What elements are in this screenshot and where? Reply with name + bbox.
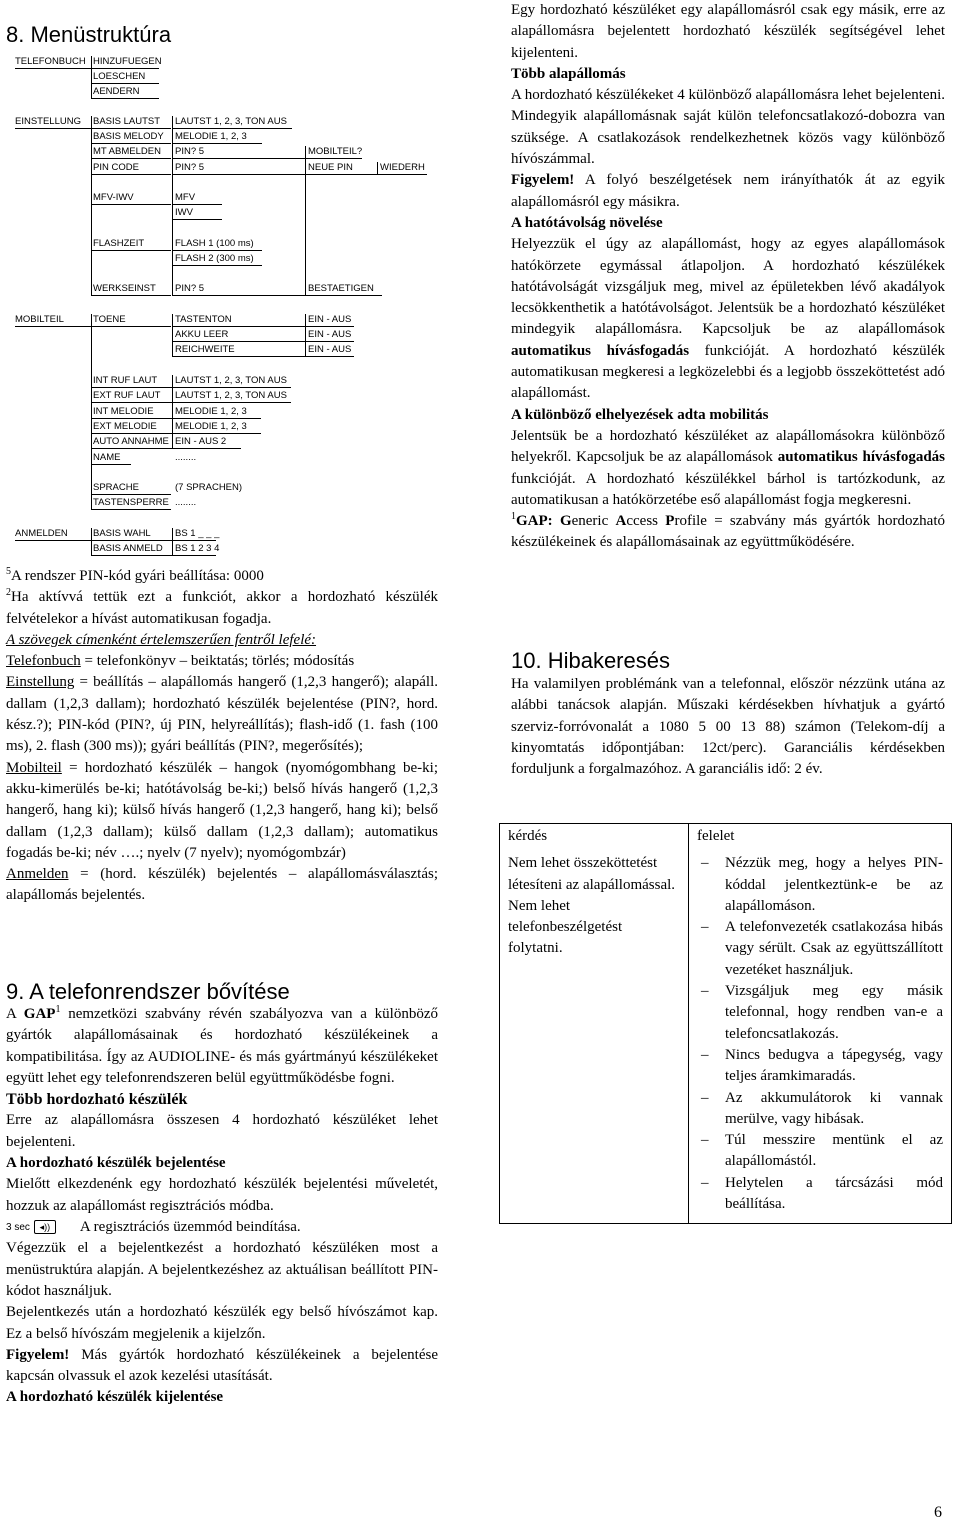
gap-g2: G [559, 513, 572, 530]
menu-melodie-val-2: MELODIE 1, 2, 3 [175, 406, 247, 417]
word-einstellung: Einstellung [6, 674, 75, 691]
right-column [511, 0, 945, 554]
section-10-title: 10. Hibakeresés [511, 648, 670, 673]
menu-aendern: AENDERN [93, 86, 140, 97]
answer-item: – Nincs bedugva a tápegység, vagy teljes áramkimaradás. [697, 1045, 943, 1088]
menu-lautst-val-3: LAUTST 1, 2, 3, TON AUS [175, 390, 287, 401]
menu-ein-aus-2: EIN - AUS [308, 329, 352, 340]
p-kulonb-b: funkcióját. A hordozható készülékkel bárhol is tartózkodunk, az automatikusan a hatókörzetébe eső alapállomást fogja megkeresni. [511, 470, 945, 508]
answer-item: – A telefonvezeték csatlakozása hibás vagy sérült. Csak az együttszállított vezetéket használjuk. [697, 917, 943, 981]
expl-anmelden-text: = (hord. készülék) bejelentés – alapállomásválasztás; alapállomás bejelentés. [6, 866, 438, 904]
menu-flash1: FLASH 1 (100 ms) [175, 238, 254, 249]
menu-ein-aus-1: EIN - AUS [308, 314, 352, 325]
menu-basis-wahl: BASIS WAHL [93, 528, 151, 539]
menu-anmelden: ANMELDEN [15, 528, 68, 539]
menu-toene: TOENE [93, 314, 126, 325]
expl-mobilteil-text: = hordozható készülék – hangok (nyomógombhang be-ki; akku-kimerülés be-ki; hatótávolság be-ki;) belső hívás hangerő (1,2,3 hangerő, hang ki); külső hívás hangerő (1,2,3 hangerő, hang ki); belső dallam (1,2,3 dallam); külső dallam (1,2,3 dallam); automatikus fogadás be-ki; név ….; nyelv (7 nyelv); nyomógombzár) [6, 759, 438, 861]
auto-hivas-1: automatikus hívásfogadás [511, 342, 690, 359]
menu-reichweite: REICHWEITE [175, 344, 235, 355]
menu-iwv: IWV [175, 207, 193, 218]
p-hibakereses: Ha valamilyen problémánk van a telefonnal, először nézzünk utána az alábbi tanácsok alapján. Műszaki kérdésekben hívhatjuk a gyártó szerviz-forróvonalát a 1080 5 00 13 88) számon (Telekom-díj a kinyomtatás időpontjában: 12ct/perc). Garanciális kérdésekben forduljunk a forgalmazóhoz. A garanciális idő: 2 év. [511, 676, 945, 778]
menu-loeschen: LOESCHEN [93, 71, 146, 82]
p-kijelentes: Egy hordozható készüléket egy alapállomásról csak egy másik, erre az alapállomásra bejelentett hordozható készülék segítségével lehet kijelenteni. [511, 2, 945, 61]
registration-text: A regisztrációs üzemmód beindítása. [79, 1219, 301, 1236]
menu-flash2: FLASH 2 (300 ms) [175, 253, 254, 264]
heading-tobb-hordozhato [6, 1089, 438, 1110]
menu-auto-annahme: AUTO ANNAHME [93, 436, 169, 447]
p-hatotav [511, 234, 945, 404]
gap-footnote: $^1$GAP: Generic Access Profile = szabvány más gyártók hordozható készülékeinek és alapállomásainak az együttműködésére. [511, 511, 945, 551]
word-mobilteil: Mobilteil [6, 759, 62, 776]
menu-ein-aus-auto: EIN - AUS 2 [175, 436, 227, 447]
heading-tobb-hordozhato-text: Több hordozható készülék [6, 1091, 188, 1109]
p-bejelentes: Mielőtt elkezdenénk egy hordozható készülék bejelentési műveletét, hozzuk az alapállomást regisztrációs módba. [6, 1176, 438, 1214]
p-hatotav-a: Helyezzük el úgy az alapállomást, hogy az egyes alapállomások hatókörzete egymással átlapoljon. A hordozható készülékek hatótávolságát vizsgáljuk meg, mivel az épületekben lévő akadályok lecsökkenthetik a hatótávolságot. Jelentsük be a hordozható készüléket mindegyik alapállomásra. Kapcsoljuk be az alapállomások [511, 236, 945, 338]
heading-bejelentes-text: A hordozható készülék bejelentése [6, 1155, 226, 1172]
menu-mobilteil: MOBILTEIL [15, 314, 64, 325]
gap-rest: nemzetközi szabvány révén szabályozva van a különböző gyártók alapállomásainak és hordozható készülékeinek a kompatibilitása. Így az AUDIOLINE- és más gyártmányú készülékeket együtt lehet egy telefonrendszeren belül együttműködésbe fogni. [6, 1006, 438, 1086]
expl-einstellung [6, 672, 438, 757]
question-2: Nem lehet telefonbeszélgetést folytatni. [508, 897, 623, 957]
header-felelet: felelet [689, 824, 952, 852]
expl-telefonbuch-text: = telefonkönyv – beiktatás; törlés; módosítás [80, 653, 355, 670]
menu-mobilteil-q: MOBILTEIL? [308, 146, 363, 157]
gap-word: GAP [23, 1006, 56, 1022]
figyelem-label: Figyelem! [6, 1346, 70, 1363]
heading-kijelentes-text: A hordozható készülék kijelentése [6, 1389, 224, 1406]
gap-eneric: eneric [571, 513, 616, 530]
footnote-2-text: Ha aktívvá tettük ezt a funkciót, akkor a hordozható készülék felvételekor a hívást automatikusan fogadja. [6, 589, 438, 627]
gap-ccess: ccess [626, 513, 666, 530]
gap-a-letter: A [615, 513, 627, 530]
menu-pin-q2: PIN? 5 [175, 162, 205, 173]
menu-melodie-val-3: MELODIE 1, 2, 3 [175, 421, 247, 432]
heading-kulonb-text: A különböző elhelyezések adta mobilitás [511, 406, 769, 423]
heading-tobb-alap-text: Több alapállomás [511, 65, 626, 82]
page-number: 6 [934, 1504, 942, 1521]
figyelem-right-label: Figyelem! [511, 172, 575, 189]
p-kulonb [511, 426, 945, 511]
menu-bs1: BS 1 _ _ _ [175, 528, 220, 539]
gap-ap: AP: [527, 513, 560, 530]
table-header-row [500, 824, 952, 852]
menu-int-melodie: INT MELODIE [93, 406, 154, 417]
footnote-2: $^2$Ha aktívvá tettük ezt a funkciót, akkor a hordozható készülék felvételekor a hívást automatikusan fogadja. [6, 587, 438, 627]
auto-hivas-2: automatikus hívásfogadás [777, 449, 945, 466]
answer-item: – Az akkumulátorok ki vannak merülve, vagy hibásak. [697, 1088, 943, 1131]
gap-p: P [665, 513, 675, 530]
section-9-title: 9. A telefonrendszer bővítése [6, 979, 290, 1004]
footnote-5: $^5$A rendszer PIN-kód gyári beállítása: 0000 [6, 566, 264, 584]
menu-telefonbuch: TELEFONBUCH [15, 56, 86, 67]
heading-hatotav [511, 213, 945, 234]
word-anmelden: Anmelden [6, 866, 69, 883]
menu-basis-anmeld: BASIS ANMELD [93, 543, 163, 554]
heading-kijelentes [6, 1387, 438, 1408]
heading-tobb-alap [511, 64, 945, 85]
figyelem-right-text: A folyó beszélgetések nem irányíthatók át az egyik alapállomásról egy másikra. [511, 172, 945, 210]
gap-paragraph: A GAP$^1$ nemzetközi szabvány révén szabályozva van a különböző gyártók alapállomásainak és hordozható készülékeinek a kompatibilitása. Így az AUDIOLINE- és más gyártmányú készülékeket együtt lehet egy telefonrendszeren belül együttműködésbe fogni. [6, 1004, 438, 1086]
explanation-intro: A szövegek címenként értelemszerűen fentről lefelé: [6, 631, 317, 648]
p-tobb-alap: A hordozható készülékeket 4 különböző alapállomásra lehet bejelenteni. Mindegyik alapállomásnak saját külön telefoncsatlakozó-dobozra van szüksége. A csatlakozások rendelkezhetnek közös vagy különböző hívószámmal. [511, 87, 946, 168]
menu-sprachen: (7 SPRACHEN) [175, 482, 243, 493]
speaker-button-icon [6, 1217, 56, 1238]
menu-neue-pin: NEUE PIN [308, 162, 353, 173]
p-kulonb-a: Jelentsük be a hordozható készüléket az alapállomásokra különböző helyekről. Kapcsoljuk be az alapállomások [511, 427, 945, 466]
menu-ein-aus-3: EIN - AUS [308, 344, 352, 355]
answer-list [697, 853, 943, 1215]
menu-ext-ruf-laut: EXT RUF LAUT [93, 390, 161, 401]
p-figyelem [6, 1345, 438, 1388]
menu-tastenton: TASTENTON [175, 314, 232, 325]
menu-tastensperre: TASTENSPERRE [93, 497, 169, 508]
menu-mt-abmelden: MT ABMELDEN [93, 146, 161, 157]
expl-mobilteil [6, 758, 438, 864]
header-kerdes: kérdés [500, 824, 689, 852]
speaker-icon-glyph: ◂)) [34, 1220, 56, 1234]
table-row [500, 851, 952, 1224]
menu-tastensperre-dots: ........ [175, 497, 197, 508]
question-cell [500, 851, 689, 1224]
menu-mfv-iwv: MFV-IWV [93, 192, 134, 203]
menu-ext-melodie: EXT MELODIE [93, 421, 157, 432]
menu-flashzeit: FLASHZEIT [93, 238, 145, 249]
menu-int-ruf-laut: INT RUF LAUT [93, 375, 158, 386]
section-9-body [6, 1004, 438, 1409]
menu-bs1234: BS 1 2 3 4 [175, 543, 220, 554]
section-8-title: 8. Menüstruktúra [6, 22, 172, 47]
gap-g: G [516, 513, 528, 530]
footnote-5-text: A rendszer PIN-kód gyári beállítása: 0000 [11, 568, 264, 584]
answer-item: – Helytelen a tárcsázási mód beállítása. [697, 1173, 943, 1216]
gap-footnote-rest: = szabvány más gyártók hordozható készülékeinek és alapállomásainak az együttműködésére. [511, 513, 945, 551]
menu-sprache: SPRACHE [93, 482, 139, 493]
menu-mfv: MFV [175, 192, 196, 203]
heading-bejelentes [6, 1153, 438, 1174]
figyelem-text: Más gyártók hordozható készülékeinek a bejelentése kapcsán olvassuk el azok kezelési utasítását. [6, 1346, 438, 1385]
menu-hinzufuegen: HINZUFUEGEN [93, 56, 162, 67]
gap-rofile: rofile [674, 513, 707, 530]
menu-basis-lautst: BASIS LAUTST [93, 116, 161, 127]
menu-einstellung: EINSTELLUNG [15, 116, 81, 127]
expl-anmelden [6, 864, 438, 907]
p-figyelem-right [511, 170, 945, 213]
p-belso: Bejelentkezés után a hordozható készülék egy belső hívószámot kap. Ez a belső hívószám megjelenik a kijelzőn. [6, 1304, 438, 1342]
answer-cell [689, 851, 952, 1224]
menu-melodie-val: MELODIE 1, 2, 3 [175, 131, 247, 142]
menu-werkseinst: WERKSEINST [93, 283, 156, 294]
expl-einstellung-text: = beállítás – alapállomás hangerő (1,2,3 hangerő); alapáll. dallam (1,2,3 dallam); hordozható készülék bejelentése (PIN?, hord. kész.?); PIN-kód (PIN?, új PIN, helyreállítás); flash-idő (1. fash (100 ms), 2. flash (300 ms)); gyári beállítás (PIN?, megerősítés); [6, 674, 438, 755]
menu-pin-q3: PIN? 5 [175, 283, 205, 294]
p-vegezzuk: Végezzük el a bejelentkezést a hordozható készüléken most a menüstruktúra alapján. A bejelentkezéshez az aktuálisan beállított PIN-kódot használjuk. [6, 1240, 438, 1299]
expl-telefonbuch [6, 651, 438, 672]
menu-name-dots: ........ [175, 452, 197, 463]
menu-pin-code: PIN CODE [93, 162, 139, 173]
menu-name: NAME [93, 452, 121, 463]
answer-item: – Túl messzire mentünk el az alapállomástól. [697, 1130, 943, 1173]
answer-item: – Vizsgáljuk meg egy másik telefonnal, hogy rendben van-e a telefoncsatlakozás. [697, 981, 943, 1045]
troubleshooting-table [499, 823, 952, 1224]
left-column [6, 566, 438, 907]
p-tobb-hordozhato: Erre az alapállomásra összesen 4 hordozható készüléket lehet bejelenteni. [6, 1112, 438, 1150]
menu-bestaetigen: BESTAETIGEN [308, 283, 374, 294]
menu-lautst-val: LAUTST 1, 2, 3, TON AUS [175, 116, 287, 127]
p-hatotav-b: funkcióját. A hordozható készülék automatikusan megkeresi a legközelebbi és a legjobb összeköttetést adó alapállomást. [511, 342, 945, 402]
menu-pin-q: PIN? 5 [175, 146, 205, 157]
heading-kulonb [511, 405, 945, 426]
heading-hatotav-text: A hatótávolság növelése [511, 214, 663, 231]
section-10-body [511, 674, 945, 780]
menu-lautst-val-2: LAUTST 1, 2, 3, TON AUS [175, 375, 287, 386]
menu-akku-leer: AKKU LEER [175, 329, 229, 340]
registration-line [6, 1217, 438, 1238]
menu-wiederh: WIEDERH [380, 162, 425, 173]
icon-3sec-label: 3 sec [6, 1221, 30, 1233]
question-1: Nem lehet összeköttetést létesíteni az alapállomással. [508, 855, 676, 893]
word-telefonbuch: Telefonbuch [6, 653, 81, 670]
answer-item: – Nézzük meg, hogy a helyes PIN-kóddal jelentkeztünk-e be az alapállomáson. [697, 853, 943, 917]
menu-structure-diagram [0, 0, 425, 570]
gap-a: A [6, 1006, 24, 1022]
menu-basis-melody: BASIS MELODY [93, 131, 164, 142]
